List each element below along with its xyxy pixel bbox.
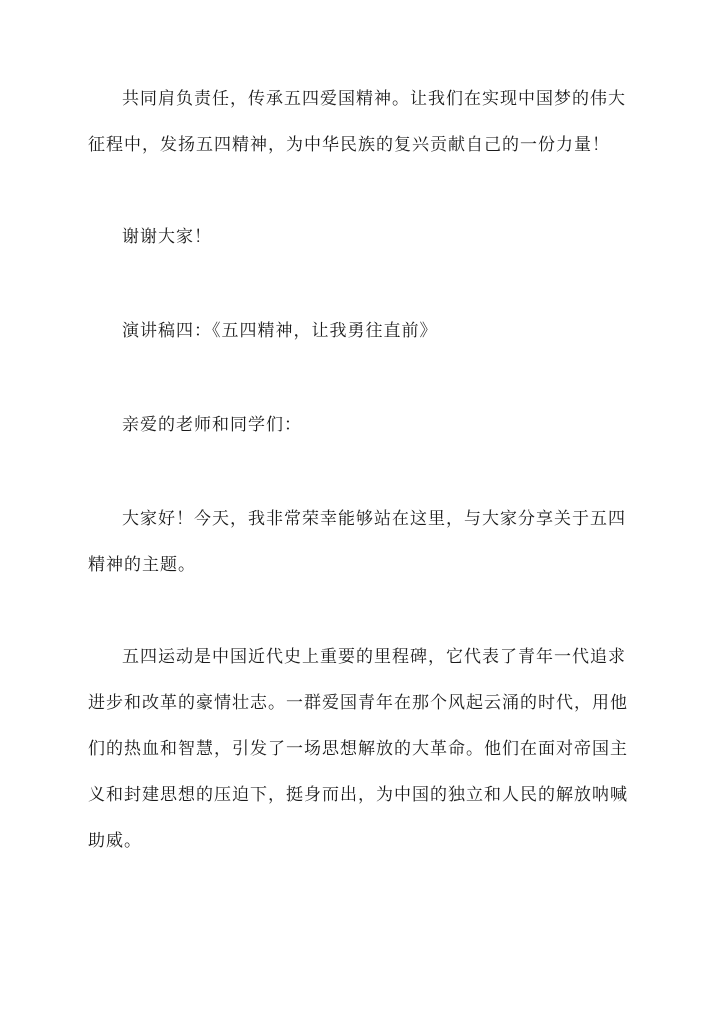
paragraph-greeting: 大家好！今天，我非常荣幸能够站在这里，与大家分享关于五四精神的主题。 [88, 509, 626, 575]
paragraph-thanks: 谢谢大家！ [122, 227, 212, 247]
paragraph-closing-appeal: 共同肩负责任，传承五四爱国精神。让我们在实现中国梦的伟大征程中，发扬五四精神，为中华民族的复兴贡献自己的一份力量！ [88, 89, 626, 155]
paragraph-may-fourth-movement: 五四运动是中国近代史上重要的里程碑，它代表了青年一代追求进步和改革的豪情壮志。一群爱国青年在那个风起云涌的时代，用他们的热血和智慧，引发了一场思想解放的大革命。他们在面对帝国主义和封建思想的压迫下，挺身而出，为中国的独立和人民的解放呐喊助威。 [88, 647, 628, 851]
speech-title: 演讲稿四：《五四精神，让我勇往直前》 [122, 321, 438, 341]
salutation: 亲爱的老师和同学们： [122, 415, 302, 435]
